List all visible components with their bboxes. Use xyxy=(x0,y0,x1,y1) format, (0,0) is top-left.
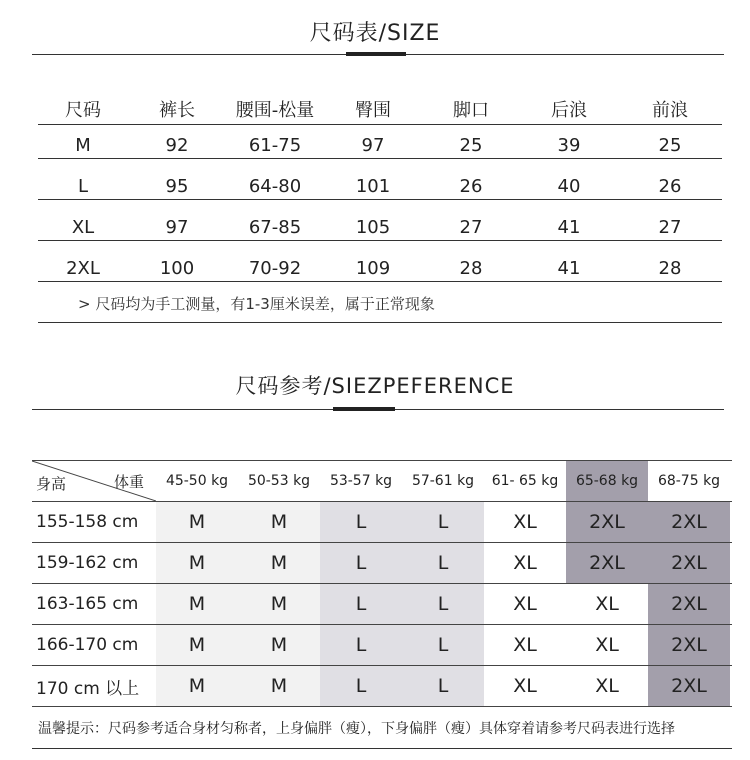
size-cell: M xyxy=(238,625,320,665)
size-cell: 2XL xyxy=(648,625,730,665)
size-cell: L xyxy=(320,502,402,542)
size-cell: XL xyxy=(566,625,648,665)
size-cell: XL xyxy=(484,584,566,624)
height-row xyxy=(32,584,732,625)
table-cell: 70-92 xyxy=(248,257,302,279)
header-cell: 裤长 xyxy=(159,100,195,121)
fit-tip-footer: 温馨提示：尺码参考适合身材匀称者，上身偏胖（瘦），下身偏胖（瘦）具体穿着请参考尺码表进行选择 xyxy=(38,721,675,737)
weight-header: 53-57 kg xyxy=(329,473,393,489)
table-cell: 26 xyxy=(658,175,682,197)
table-cell: 39 xyxy=(557,134,581,156)
size-cell: M xyxy=(156,625,238,665)
header-cell: 臀围 xyxy=(355,100,391,121)
height-label: 155-158 cm xyxy=(36,512,139,532)
size-cell: M xyxy=(156,502,238,542)
size-cell: XL xyxy=(484,666,566,706)
size-row-2xl xyxy=(38,255,722,281)
size-cell: 2XL xyxy=(648,666,730,706)
size-cell: M xyxy=(156,666,238,706)
size-cell: XL xyxy=(566,666,648,706)
header-cell: 后浪 xyxy=(551,100,587,121)
table-rule xyxy=(38,281,722,282)
corner-cell xyxy=(32,461,156,501)
table-cell: 100 xyxy=(159,257,195,279)
size-table-title: 尺码表/SIZE xyxy=(309,21,441,46)
size-cell: M xyxy=(238,584,320,624)
height-row xyxy=(32,625,732,666)
table-rule xyxy=(38,124,722,125)
table-rule xyxy=(38,199,722,200)
header-cell: 脚口 xyxy=(453,100,489,121)
table-cell: 28 xyxy=(459,257,483,279)
table-cell: 109 xyxy=(355,257,391,279)
weight-header: 68-75 kg xyxy=(657,473,721,489)
table-cell: L xyxy=(77,175,89,197)
table-cell: 40 xyxy=(557,175,581,197)
table-cell: 97 xyxy=(361,134,385,156)
height-row xyxy=(32,543,732,584)
weight-header: 57-61 kg xyxy=(411,473,475,489)
table-rule xyxy=(38,322,722,323)
table-cell: 25 xyxy=(459,134,483,156)
size-cell: L xyxy=(320,666,402,706)
table-cell: 95 xyxy=(165,175,189,197)
table-cell: 97 xyxy=(165,216,189,238)
size-cell: L xyxy=(402,584,484,624)
table-cell: 2XL xyxy=(66,257,100,279)
footer-rule xyxy=(32,748,732,749)
table-cell: 64-80 xyxy=(248,175,302,197)
size-cell: M xyxy=(156,543,238,583)
table-cell: 25 xyxy=(658,134,682,156)
table-cell: 92 xyxy=(165,134,189,156)
table-cell: M xyxy=(75,134,91,156)
size-cell: 2XL xyxy=(648,543,730,583)
table-cell: 67-85 xyxy=(248,216,302,238)
table-cell: 28 xyxy=(658,257,682,279)
size-cell: L xyxy=(402,666,484,706)
height-row xyxy=(32,502,732,543)
height-label: 159-162 cm xyxy=(36,553,139,573)
size-cell: M xyxy=(238,666,320,706)
size-header-row xyxy=(38,96,722,122)
size-cell: 2XL xyxy=(566,502,648,542)
table-cell: 101 xyxy=(355,175,391,197)
table-cell: 27 xyxy=(658,216,682,238)
weight-header-row xyxy=(32,460,732,502)
table-cell: XL xyxy=(71,216,95,238)
title-accent-bar xyxy=(346,52,406,56)
height-row xyxy=(32,666,732,707)
header-cell: 尺码 xyxy=(65,100,101,121)
size-cell: 2XL xyxy=(648,502,730,542)
size-row-xl xyxy=(38,214,722,240)
weight-axis-label: 体重 xyxy=(114,473,145,491)
header-cell: 前浪 xyxy=(652,100,688,121)
table-rule xyxy=(38,158,722,159)
size-cell: M xyxy=(238,543,320,583)
weight-header: 50-53 kg xyxy=(247,473,311,489)
weight-header: 45-50 kg xyxy=(165,473,229,489)
weight-header: 61- 65 kg xyxy=(491,473,559,489)
height-label: 166-170 cm xyxy=(36,635,139,655)
title-accent-bar xyxy=(333,407,395,411)
table-rule xyxy=(38,240,722,241)
size-cell: M xyxy=(238,502,320,542)
size-cell: XL xyxy=(484,543,566,583)
size-row-l xyxy=(38,173,722,199)
table-cell: 105 xyxy=(355,216,391,238)
size-cell: L xyxy=(402,625,484,665)
table-cell: 61-75 xyxy=(248,134,302,156)
table-cell: 41 xyxy=(557,216,581,238)
size-cell: XL xyxy=(566,584,648,624)
size-cell: L xyxy=(320,584,402,624)
height-label: 170 cm 以上 xyxy=(36,678,140,699)
size-cell: M xyxy=(156,584,238,624)
weight-header: 65-68 kg xyxy=(566,461,648,501)
size-cell: L xyxy=(320,625,402,665)
size-row-m xyxy=(38,132,722,158)
height-axis-label: 身高 xyxy=(36,475,67,493)
size-cell: L xyxy=(320,543,402,583)
size-cell: XL xyxy=(484,502,566,542)
size-reference-grid xyxy=(32,460,732,707)
size-cell: 2XL xyxy=(648,584,730,624)
size-cell: L xyxy=(402,543,484,583)
size-cell: L xyxy=(402,502,484,542)
header-cell: 腰围-松量 xyxy=(235,100,315,121)
size-cell: XL xyxy=(484,625,566,665)
table-cell: 26 xyxy=(459,175,483,197)
size-cell: 2XL xyxy=(566,543,648,583)
height-label: 163-165 cm xyxy=(36,594,139,614)
measurement-note: > 尺码均为手工测量，有1-3厘米误差，属于正常现象 xyxy=(78,295,435,313)
reference-title: 尺码参考/SIEZPEFERENCE xyxy=(235,374,515,398)
table-cell: 27 xyxy=(459,216,483,238)
table-cell: 41 xyxy=(557,257,581,279)
